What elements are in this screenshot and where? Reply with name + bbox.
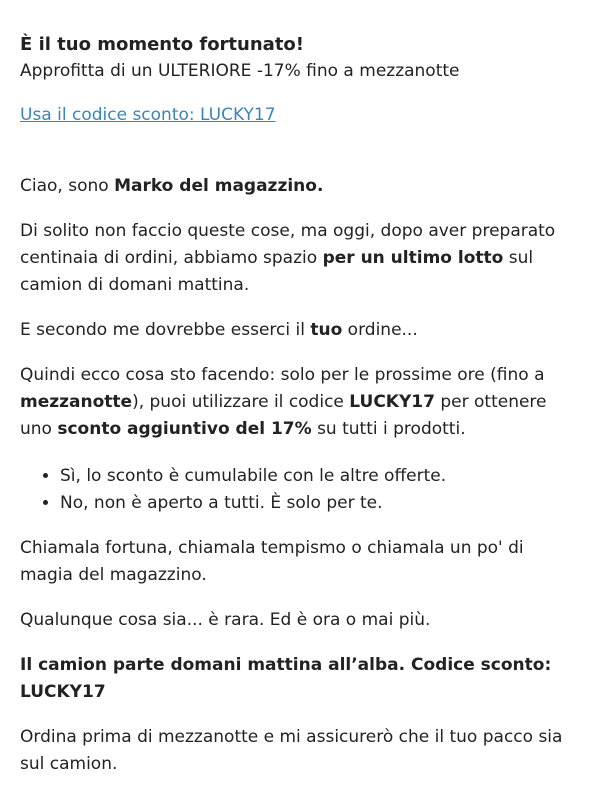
p1-text-c: sul camion di domani mattina. — [20, 248, 534, 295]
paragraph-truck-departure: Il camion parte domani mattina all’alba. Codice sconto: LUCKY17 — [20, 655, 552, 702]
p1-text-bold: per un ultimo lotto — [322, 248, 504, 268]
paragraph-offer — [20, 362, 580, 443]
sender-name: Marko del magazzino. — [114, 176, 324, 196]
paragraph-truck-space — [20, 218, 580, 299]
subheadline: Approfitta di un ULTERIORE -17% fino a mezzanotte — [20, 61, 460, 81]
p3-text-c: ), puoi utilizzare il codice — [132, 392, 350, 412]
discount-code-link[interactable]: Usa il codice sconto: LUCKY17 — [20, 105, 276, 125]
paragraph-your-order — [20, 317, 580, 344]
intro-paragraph — [20, 173, 580, 200]
p2-text-c: ordine... — [342, 320, 418, 340]
paragraph-luck: Chiamala fortuna, chiamala tempismo o chiamala un po' di magia del magazzino. — [20, 538, 524, 585]
paragraph-order-before: Ordina prima di mezzanotte e mi assicurerò che il tuo pacco sia sul camion. — [20, 727, 563, 774]
intro-greeting: Ciao, sono — [20, 176, 115, 196]
p3-text-e: per ottenere uno — [20, 392, 547, 439]
p3-text-discount: sconto aggiuntivo del 17% — [57, 419, 312, 439]
p2-text-bold: tuo — [310, 320, 343, 340]
bullet-list — [20, 463, 580, 517]
p3-text-code: LUCKY17 — [349, 392, 435, 412]
p3-text-g: su tutti i prodotti. — [311, 419, 466, 439]
p1-text-a: Di solito non faccio queste cose, ma oggi, dopo aver preparato centinaia di ordini, abbiamo spazio — [20, 221, 556, 268]
list-item: • No, non è aperto a tutti. È solo per te. — [60, 490, 580, 517]
paragraph-rare: Qualunque cosa sia... è rara. Ed è ora o mai più. — [20, 610, 431, 630]
p2-text-a: E secondo me dovrebbe esserci il — [20, 320, 311, 340]
p3-text-a: Quindi ecco cosa sto facendo: solo per le prossime ore (fino a — [20, 365, 545, 385]
list-item: • Sì, lo sconto è cumulabile con le altre offerte. — [60, 463, 580, 490]
p3-text-midnight: mezzanotte — [20, 392, 133, 412]
headline: È il tuo momento fortunato! — [20, 34, 304, 55]
